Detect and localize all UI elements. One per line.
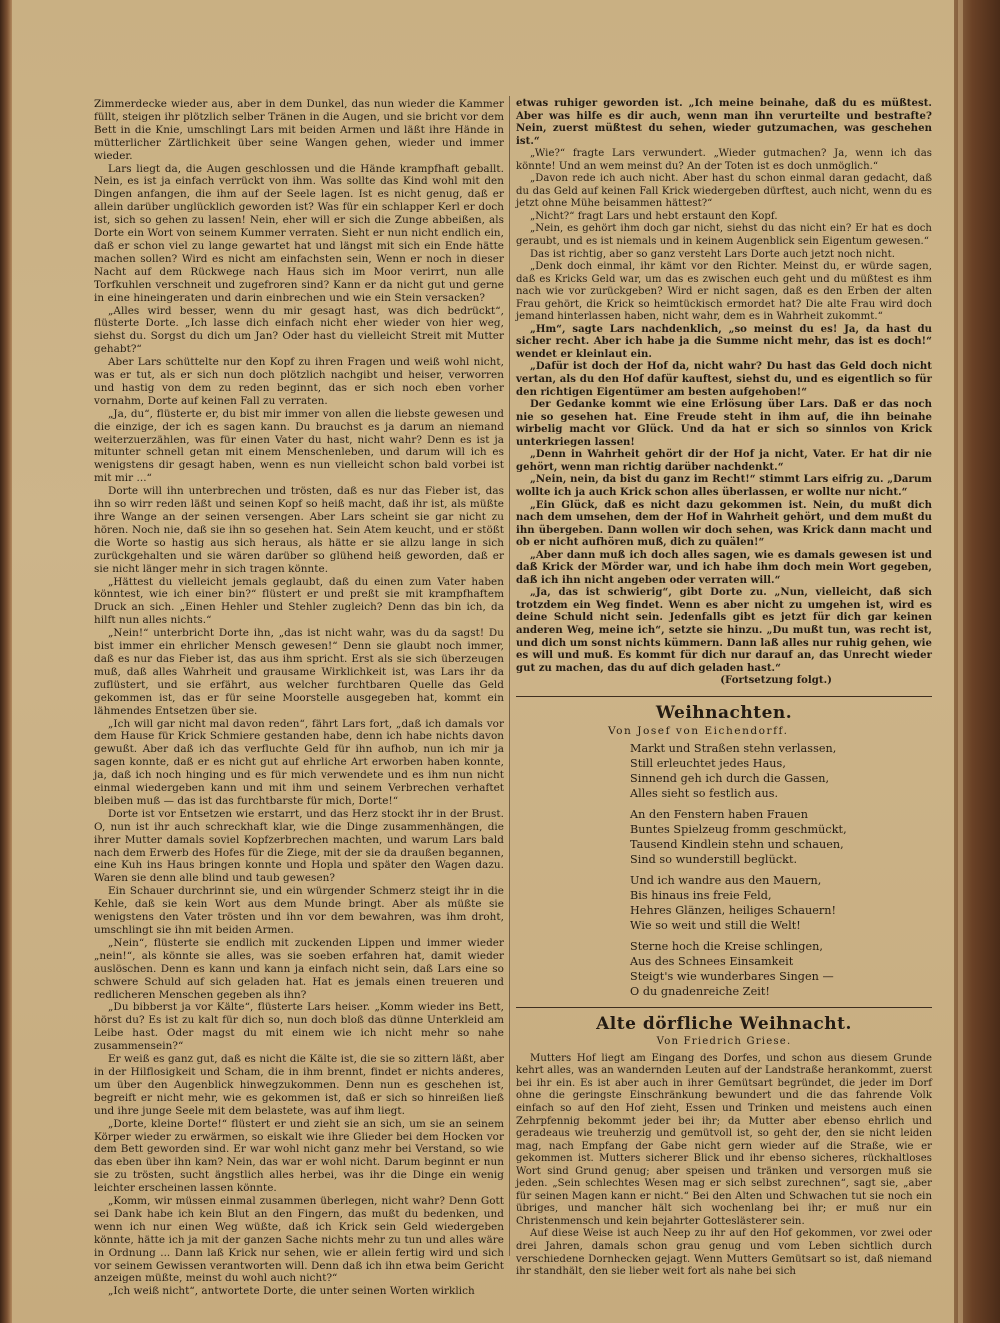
- paragraph: Dorte will ihn unterbrechen und trösten, daß es nur das Fieber ist, das ihn so wirr reden läßt und seinen Kopf so heiß macht, daß ihr ist, als müßte ihre Wange an der seinen versengen. Aber Lars scheint sie gar nicht zu hören. Noch nie, daß sie ihn so gesehen hat. Sein Atem keucht, und er stößt die Worte so hastig aus sich heraus, als hätte er sie allzu lange in sich zurückgehalten und sie wären darüber so glühend heiß geworden, daß er sie nicht länger mehr in sich tragen könnte.: [94, 485, 504, 575]
- poem-stanza: [630, 807, 932, 867]
- poem-line: An den Fenstern haben Frauen: [630, 808, 808, 822]
- poem-line: Und ich wandre aus den Mauern,: [630, 874, 822, 888]
- paragraph: „Ich weiß nicht“, antwortete Dorte, die unter seinen Worten wirklich: [108, 1285, 475, 1298]
- poem-line: Markt und Straßen stehn verlassen,: [630, 742, 837, 756]
- paragraph: Auf diese Weise ist auch Neep zu ihr auf den Hof gekommen, vor zwei oder drei Jahren, damals schon grau genug und vom Leben sichtlich durch verschiedene Dornhecken gejagt. Wenn Mutters Gemütsart so ist, daß niemand ihr standhält, den sie lieber weit fort als nahe bei sich: [516, 1228, 932, 1278]
- column-rule: [509, 96, 510, 1256]
- paragraph: „Nein, nein, da bist du ganz im Recht!“ stimmt Lars eifrig zu. „Darum wollte ich ja auch Krick schon alles überlassen, er wollte nur nicht.“: [516, 474, 932, 498]
- poem-line: Alles sieht so festlich aus.: [630, 787, 779, 801]
- paragraph: „Ein Glück, daß es nicht dazu gekommen ist. Nein, du mußt dich nach dem umsehen, dem der Hof in Wahrheit gehört, und dem mußt du ihn übergeben. Dann wollen wir doch sehen, was Krick dann macht und ob er nicht aufhören muß, dich zu quälen!“: [516, 499, 932, 549]
- poem-line: Sind so wunderstill beglückt.: [630, 853, 798, 867]
- paragraph: Mutters Hof liegt am Eingang des Dorfes, und schon aus diesem Grunde kehrt alles, was an wandernden Leuten auf der Landstraße herankommt, zuerst bei ihr ein. Es ist aber auch in ihrer Gemütsart begründet, die jeder im Dorf ohne die geringste Einschränkung bewundert und die das fahrende Volk einfach so auf den Hof zieht, Essen und Trinken und meistens auch einen Zehrpfennig bekommt jeder bei ihr; da Mutter aber ebenso ehrlich und geradeaus wie treuherzig und gemütvoll ist, so geht der, den sie nicht leiden mag, nach Empfang der Gabe nicht gern wieder auf die Straße, wie er gekommen ist. Mutters sicherer Blick und ihr ebenso sicheres, rückhaltloses Wort sind Grund genug; aber speisen und tränken und versorgen muß sie jeden. „Sein schlechtes Wesen mag er sich selbst zurechnen“, sagt sie, „aber für seinen Magen kann er nicht.“ Bei den Alten und Schwachen tut sie noch ein übriges, und mancher hält sich wochenlang bei ihr; er muß nur ein Christenmensch und kein bejahrter Gotteslästerer sein.: [516, 1052, 932, 1227]
- right-column: [516, 98, 932, 1279]
- story-byline: Von Friedrich Griese.: [656, 1036, 792, 1048]
- paragraph: „Alles wird besser, wenn du mir gesagt hast, was dich bedrückt“, flüsterte Dorte. „Ich lasse dich einfach nicht eher wieder von hier weg, siehst du. Sorgst du dich um Jan? Oder hast du vielleicht Streit mit Mutter gehabt?“: [94, 304, 504, 356]
- paragraph: „Ja, das ist schwierig“, gibt Dorte zu. „Nun, vielleicht, daß sich trotzdem ein Weg findet. Wenn es aber nicht zu umgehen ist, wird es deine Schuld nicht sein. Jedenfalls gibt es jetzt für dich gar keinen anderen Weg, meine ich“, setzte sie hinzu. „Du mußt tun, was recht ist, und dich um sonst nichts kümmern. Dann laß alles nur ruhig gehen, wie es will und muß. Es kommt für dich nur darauf an, das Unrecht wieder gut zu machen, das du auf dich geladen hast.“: [516, 587, 932, 674]
- story-body: [516, 1053, 932, 1279]
- paragraph: Das ist richtig, aber so ganz versteht Lars Dorte auch jetzt noch nicht.: [530, 248, 895, 260]
- paragraph: „Ich will gar nicht mal davon reden“, fährt Lars fort, „daß ich damals vor dem Hause für Krick Schmiere gestanden habe, denn ich habe nichts davon gewußt. Aber daß ich das verfluchte Geld für ihn aufhob, nun ich mir ja sagen konnte, daß er es nicht gut auf ehrliche Art erworben haben konnte, ja, daß ich noch hinging und es für mich verwendete und es ihm nun nicht einmal wiedergeben kann und mit ihm und seinem Verbrechen verhaftet bleiben muß — das ist das furchtbarste für mich, Dorte!“: [94, 717, 504, 807]
- paragraph: etwas ruhiger geworden ist. „Ich meine beinahe, daß du es müßtest. Aber was hilfe es dir auch, wenn man ihn verurteilte und bestrafte? Nein, zuerst müßtest du sehen, wieder gutzumachen, was geschehen ist.“: [516, 98, 932, 147]
- poem-line: Sinnend geh ich durch die Gassen,: [630, 772, 830, 786]
- paragraph: „Aber dann muß ich doch alles sagen, wie es damals gewesen ist und daß Krick der Mörder war, und ich habe ihm doch mein Wort gegeben, daß ich ihn nicht angeben oder verraten will.“: [516, 549, 932, 586]
- scan-right-edge: [954, 0, 1000, 1323]
- poem-line: O du gnadenreiche Zeit!: [630, 985, 770, 999]
- paragraph: Lars liegt da, die Augen geschlossen und die Hände krampfhaft geballt. Nein, es ist ja einfach verrückt von ihm. Was sollte das Kind wohl mit den Dingen anfangen, die ihm auf der Seele lagen. Ist es nicht genug, daß er allein darüber unglücklich geworden ist? Was für ein schlapper Kerl er doch ist, sich so gehen zu lassen! Nein, eher will er sich die Zunge abbeißen, als Dorte ein Wort von seinem Kummer verraten. Sieht er nun nicht endlich ein, daß er schon viel zu lange gewartet hat und längst mit sich ein Ende hätte machen sollen? Wird es nicht am einfachsten sein, Wenn er noch in dieser Nacht auf dem Rückwege nach Haus sich im Moor verirrt, nun alle Torfkuhlen verschneit und zugefroren sind? Kann er da nicht gut und gerne in eine hineingeraten und darin einbrechen und wie ein Stein versacken?: [94, 162, 504, 304]
- paragraph: Ein Schauer durchrinnt sie, und ein würgender Schmerz steigt ihr in die Kehle, daß sie kein Wort aus dem Munde bringt. Aber als müßte sie wenigstens den Vater trösten und ihn vor dem bewahren, was ihm droht, umschlingt sie ihn mit beiden Armen.: [94, 885, 504, 936]
- paragraph: „Du bibberst ja vor Kälte“, flüsterte Lars heiser. „Komm wieder ins Bett, hörst du? Es ist zu kalt für dich so, nun doch bloß das dünne Unterkleid am Leibe hast. Oder magst du mit einem wie ich nicht mehr so nahe zusammensein?“: [94, 1001, 504, 1053]
- paragraph: Aber Lars schüttelte nur den Kopf zu ihren Fragen und weiß wohl nicht, was er tut, als er sich nun doch plötzlich nachgibt und heiser, verworren und hastig von dem zu reden beginnt, das er sich noch eben vorher vornahm, Dorte auf keinen Fall zu verraten.: [94, 356, 504, 407]
- paragraph: „Nicht?“ fragt Lars und hebt erstaunt den Kopf.: [530, 210, 778, 222]
- left-column: [94, 98, 504, 1298]
- poem-line: Buntes Spielzeug fromm geschmückt,: [630, 823, 847, 837]
- paragraph: Zimmerdecke wieder aus, aber in dem Dunkel, das nun wieder die Kammer füllt, steigen ihr plötzlich selber Tränen in die Augen, und sie bricht vor dem Bett in die Knie, umschlingt Lars mit beiden Armen und läßt ihre Hände in mütterlicher Zärtlichkeit über seine Wangen gehen, wieder und immer wieder.: [94, 98, 504, 162]
- poem-line: Hehres Glänzen, heiliges Schauern!: [630, 904, 837, 918]
- paragraph: Er weiß es ganz gut, daß es nicht die Kälte ist, die sie so zittern läßt, aber in der Hilflosigkeit und Scham, die in ihm brennt, findet er nichts anderes, um über den Augenblick hinwegzukommen. Denn nun es geschehen ist, begreift er nicht mehr, wie es gekommen ist, daß er sich so hinreißen ließ und ihre junge Seele mit dem belastete, was auf ihm liegt.: [94, 1053, 504, 1117]
- poem-line: Bis hinaus ins freie Feld,: [630, 889, 772, 903]
- paragraph: „Hm“, sagte Lars nachdenklich, „so meinst du es! Ja, da hast du sicher recht. Aber ich habe ja die Summe nicht mehr, das ist es doch!“ wendet er kleinlaut ein.: [516, 323, 932, 360]
- poem-line: Aus des Schnees Einsamkeit: [630, 955, 794, 969]
- paragraph: „Nein!“ unterbricht Dorte ihn, „das ist nicht wahr, was du da sagst! Du bist immer ein ehrlicher Mensch gewesen!“ Denn sie glaubt noch immer, daß es nur das Fieber ist, das aus ihm spricht. Erst als sie sich überzeugen muß, daß alles Wahrheit und grausame Wirklichkeit ist, was Lars ihr da zuflüstert, und sie erfährt, aus welcher furchtbaren Quelle das Geld gekommen ist, das er für seine Moorstelle ausgegeben hat, kommt ein lähmendes Entsetzen über sie.: [94, 627, 504, 717]
- paragraph: „Komm, wir müssen einmal zusammen überlegen, nicht wahr? Denn Gott sei Dank habe ich kein Blut an den Fingern, das mußt du bedenken, und wenn ich nur einen Weg wüßte, daß ich Krick sein Geld wiedergeben könnte, hätte ich ja mit der ganzen Sache nichts mehr zu tun und alles wäre in Ordnung ... Dann laß Krick nur sehen, wie er allein fertig wird und sich vor seinem Gewissen verantworten will. Denn daß ich ihn etwa beim Gericht anzeigen müßte, meinst du wohl auch nicht?“: [94, 1195, 504, 1285]
- poem-stanza: [630, 741, 932, 801]
- paragraph: Dorte ist vor Entsetzen wie erstarrt, und das Herz stockt ihr in der Brust. O, nun ist ihr auch schreckhaft klar, wie die Dinge zusammenhängen, die ihrer Mutter damals soviel Kopfzerbrechen machten, und warum Lars bald nach dem Erwerb des Hofes für die Ziege, mit der sie da draußen begannen, eine Kuh ins Haus bringen konnte und Hopla und später den Wagen dazu. Waren sie denn alle blind und taub gewesen?: [94, 807, 504, 885]
- poem-line: Tausend Kindlein stehn und schauen,: [630, 838, 844, 852]
- paragraph: „Denk doch einmal, ihr kämt vor den Richter. Meinst du, er würde sagen, daß es Kricks Geld war, um das es zwischen euch geht und du müßtest es ihm nach wie vor zurückgeben? Wird er nicht sagen, daß es den Erben der alten Frau gehört, die Krick so heimtückisch ermordet hat? Die alte Frau wird doch jemand hinterlassen haben, nicht wahr, dem es in Wahrheit zukommt.“: [516, 261, 932, 323]
- poem-line: Steigt's wie wunderbares Singen —: [630, 970, 834, 984]
- paragraph: „Denn in Wahrheit gehört dir der Hof ja nicht, Vater. Er hat dir nie gehört, wenn man richtig darüber nachdenkt.“: [516, 449, 932, 473]
- poem-byline: Von Josef von Eichendorff.: [608, 724, 789, 737]
- story-title: Alte dörfliche Weihnacht.: [596, 1014, 852, 1035]
- paragraph: „Ja, du“, flüsterte er, du bist mir immer von allen die liebste gewesen und die einzige, der ich es sagen kann. Du brauchst es ja darum an niemand weiterzuerzählen, was für einen Vater du hast, nicht wahr? Denn es ist ja mitunter schnell getan mit einem Menschenleben, und darum will ich es wenigstens dir gesagt haben, wenn es nun vielleicht schon bald vorbei ist mit mir ...“: [94, 407, 504, 485]
- paragraph: „Hättest du vielleicht jemals geglaubt, daß du einen zum Vater haben könntest, wie ich einer bin?“ flüstert er und preßt sie mit krampfhaftem Druck an sich. „Einen Hehler und Stehler zugleich? Denn das bin ich, da hilft nun alles nichts.“: [94, 575, 504, 627]
- poem-stanza: [630, 939, 932, 999]
- paragraph: „Nein, es gehört ihm doch gar nicht, siehst du das nicht ein? Er hat es doch geraubt, und es ist niemals und in keinem Augenblick sein Eigentum gewesen.“: [516, 223, 932, 248]
- paragraph: „Wie?“ fragte Lars verwundert. „Wieder gutmachen? Ja, wenn ich das könnte! Und an wem meinst du? An der Toten ist es doch unmöglich.“: [516, 148, 932, 172]
- poem-line: Wie so weit und still die Welt!: [630, 919, 801, 933]
- paragraph: „Nein“, flüsterte sie endlich mit zuckenden Lippen und immer wieder „nein!“, als könnte sie alles, was sie soeben erfahren hat, damit wieder auslöschen. Denn es kann und kann ja einfach nicht sein, daß Lars eine so schwere Schuld auf sich geladen hat. Hat es jemals einen treueren und redlicheren Menschen gegeben als ihn?: [94, 936, 504, 1001]
- paragraph: „Dafür ist doch der Hof da, nicht wahr? Du hast das Geld doch nicht vertan, als du den Hof dafür kauftest, siehst du, und es eigentlich so für den richtigen Eigentümer am besten aufgehoben!“: [516, 361, 932, 398]
- continuation-note: (Fortsetzung folgt.): [720, 675, 832, 687]
- section-divider: [516, 696, 932, 697]
- paragraph: Der Gedanke kommt wie eine Erlösung über Lars. Daß er das noch nie so gesehen hat. Eine Freude steht in ihm auf, die ihn beinahe wirbelig macht vor Glück. Und da hat er sich so sinnlos von Krick unterkriegen lassen!: [516, 399, 932, 448]
- poem-line: Sterne hoch die Kreise schlingen,: [630, 940, 823, 954]
- scan-binding-edge: [0, 0, 12, 1323]
- paragraph: „Davon rede ich auch nicht. Aber hast du schon einmal daran gedacht, daß du das Geld auf keinen Fall Krick wiedergeben dürftest, auch nicht, wenn du es jetzt ohne Mühe beisammen hättest?“: [516, 173, 932, 210]
- poem-line: Still erleuchtet jedes Haus,: [630, 757, 786, 771]
- poem-stanza: [630, 873, 932, 933]
- paragraph: „Dorte, kleine Dorte!“ flüstert er und zieht sie an sich, um sie an seinem Körper wieder zu erwärmen, so eiskalt wie ihre Glieder bei dem Hocken vor dem Bett geworden sind. Er war wohl nicht ganz mehr bei Verstand, so wie das eben über ihn kam? Nein, das war er wohl nicht. Darum beginnt er nun sie zu trösten, sucht ängstlich alles herbei, was ihr die Dinge ein wenig leichter erscheinen lassen könnte.: [94, 1117, 504, 1195]
- poem-title: Weihnachten.: [655, 702, 793, 723]
- section-divider: [516, 1007, 932, 1008]
